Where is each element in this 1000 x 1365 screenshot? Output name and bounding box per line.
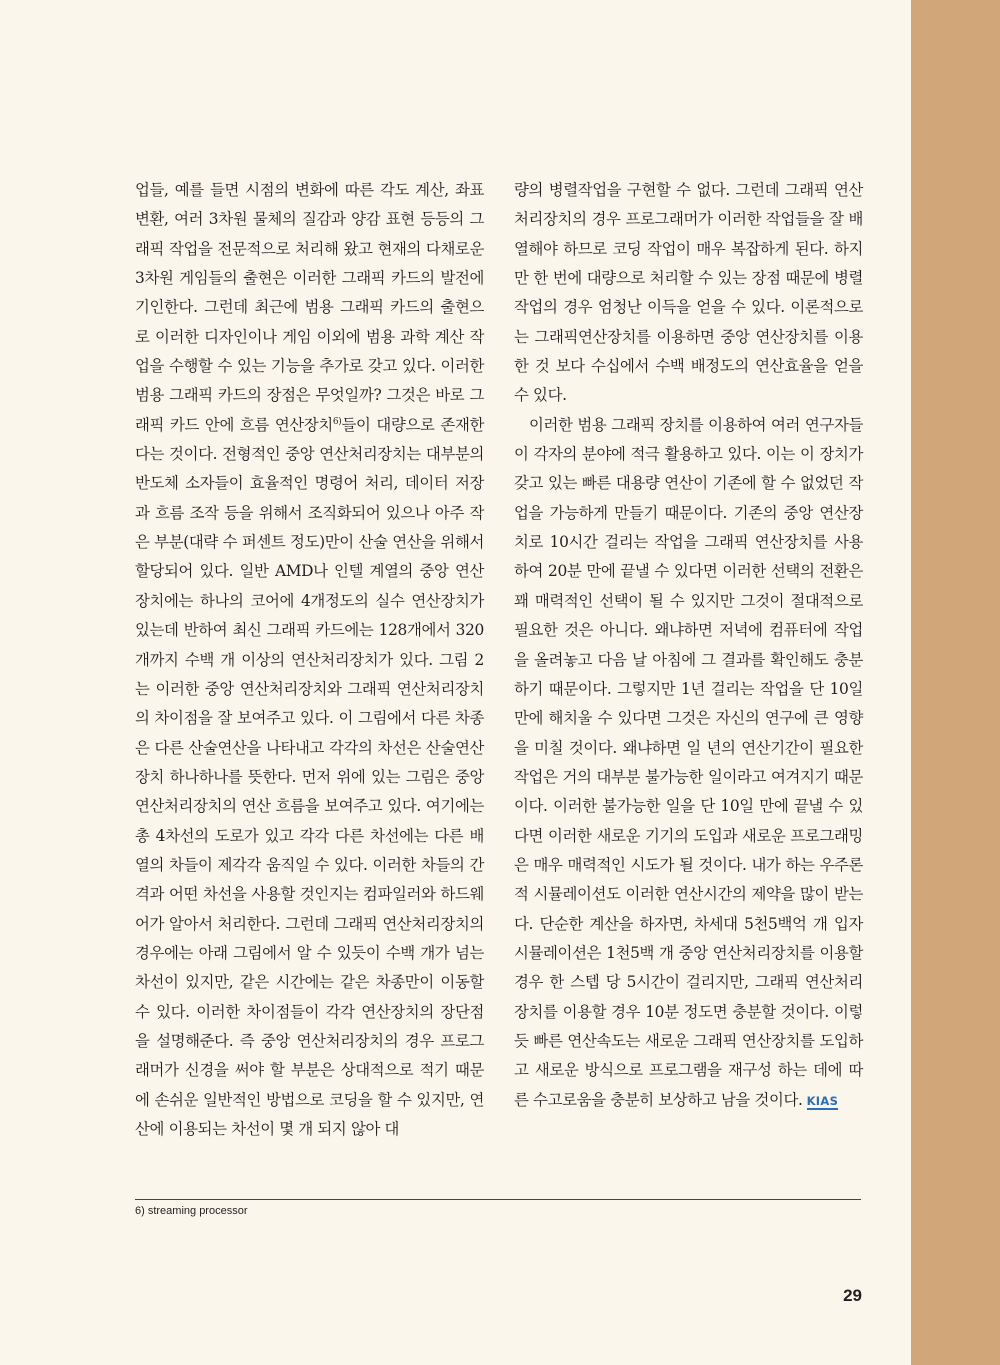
footnote-divider [135, 1199, 861, 1200]
page-number: 29 [843, 1286, 862, 1305]
paragraph-text: 업들, 예를 들면 시점의 변화에 따른 각도 계산, 좌표 변환, 여러 3차원 물체의 질감과 양감 표현 등등의 그래픽 작업을 전문적으로 처리해 왔고 현재의 다채로운 3차원 게임들의 출현은 이러한 그래픽 카드의 발전에 기인한다. 그런데 최근에 범용 그래픽 카드의 출현으로 이러한 디자인이나 게임 이외에 범용 과학 계산 작업을 수행할 수 있는 기능을 추가로 갖고 있다. 이러한 범용 그래픽 카드의 장점은 무엇일까? 그것은 바로 그래픽 카드 안에 흐름 연산장치 [135, 181, 484, 434]
side-color-strip [911, 0, 1000, 1365]
body-paragraph [514, 411, 863, 1115]
left-text-column [135, 176, 484, 1144]
footnote: 6) streaming processor [135, 1205, 248, 1217]
paragraph-text: 이러한 범용 그래픽 장치를 이용하여 여러 연구자들이 각자의 분야에 적극 활용하고 있다. 이는 이 장치가 갖고 있는 빠른 대용량 연산이 기존에 할 수 없었던 작업을 가능하게 만들기 때문이다. 기존의 중앙 연산장치로 10시간 걸리는 작업을 그래픽 연산장치를 사용하여 20분 만에 끝낼 수 있다면 이러한 선택의 전환은 꽤 매력적인 선택이 될 수 있지만 그것이 절대적으로 필요한 것은 아니다. 왜냐하면 저녁에 컴퓨터에 작업을 올려놓고 다음 날 아침에 그 결과를 확인해도 충분하기 때문이다. 그렇지만 1년 걸리는 작업을 단 10일 만에 해치울 수 있다면 그것은 자신의 연구에 큰 영향을 미칠 것이다. 왜냐하면 일 년의 연산기간이 필요한 작업은 거의 대부분 불가능한 일이라고 여겨지기 때문이다. 이러한 불가능한 일을 단 10일 만에 끝낼 수 있다면 이러한 새로운 기기의 도입과 새로운 프로그래밍은 매우 매력적인 시도가 될 것이다. 내가 하는 우주론적 시뮬레이션도 이러한 연산시간의 제약을 많이 받는다. 단순한 계산을 하자면, 차세대 5천5백억 개 입자 시뮬레이션은 1천5백 개 중앙 연산처리장치를 이용할 경우 한 스텝 당 5시간이 걸리지만, 그래픽 연산처리장치를 이용할 경우 10분 정도면 충분할 것이다. 이렇듯 빠른 연산속도는 새로운 그래픽 연산장치를 도입하고 새로운 방식으로 프로그램을 재구성 하는 데에 따른 수고로움을 충분히 보상하고 남을 것이다. [514, 415, 863, 1109]
footnote-reference: 6) [332, 416, 342, 427]
kias-end-mark-logo: KIAS [806, 1093, 839, 1108]
paragraph-text-continued: 들이 대량으로 존재한다는 것이다. 전형적인 중앙 연산처리장치는 대부분의 반도체 소자들이 효율적인 명령어 처리, 데이터 저장과 흐름 조작 등을 위해서 조직화되어 있으나 아주 작은 부분(대략 수 퍼센트 정도)만이 산술 연산을 위해서 할당되어 있다. 일반 AMD나 인텔 계열의 중앙 연산장치에는 하나의 코어에 4개정도의 실수 연산장치가 있는데 반하여 최신 그래픽 카드에는 128개에서 320개까지 수백 개 이상의 연산처리장치가 있다. 그림 2는 이러한 중앙 연산처리장치와 그래픽 연산처리장치의 차이점을 잘 보여주고 있다. 이 그림에서 다른 차종은 다른 산술연산을 나타내고 각각의 차선은 산술연산 장치 하나하나를 뜻한다. 먼저 위에 있는 그림은 중앙 연산처리장치의 연산 흐름을 보여주고 있다. 여기에는 총 4차선의 도로가 있고 각각 다른 차선에는 다른 배열의 차들이 제각각 움직일 수 있다. 이러한 차들의 간격과 어떤 차선을 사용할 것인지는 컴파일러와 하드웨어가 알아서 처리한다. 그런데 그래픽 연산처리장치의 경우에는 아래 그림에서 알 수 있듯이 수백 개가 넘는 차선이 있지만, 같은 시간에는 같은 차종만이 이동할 수 있다. 이러한 차이점들이 각각 연산장치의 장단점을 설명해준다. 즉 중앙 연산처리장치의 경우 프로그래머가 신경을 써야 할 부분은 상대적으로 적기 때문에 손쉬운 일반적인 방법으로 코딩을 할 수 있지만, 연산에 이용되는 차선이 몇 개 되지 않아 대 [135, 415, 484, 1138]
body-paragraph: 량의 병렬작업을 구현할 수 없다. 그런데 그래픽 연산처리장치의 경우 프로그래머가 이러한 작업들을 잘 배열해야 하므로 코딩 작업이 매우 복잡하게 된다. 하지만 한 번에 대량으로 처리할 수 있는 장점 때문에 병렬 작업의 경우 엄청난 이득을 얻을 수 있다. 이론적으로는 그래픽연산장치를 이용하면 중앙 연산장치를 이용한 것 보다 수십에서 수백 배정도의 연산효율을 얻을 수 있다. [514, 181, 863, 405]
body-paragraph [135, 176, 484, 1144]
right-text-column [514, 176, 863, 1115]
